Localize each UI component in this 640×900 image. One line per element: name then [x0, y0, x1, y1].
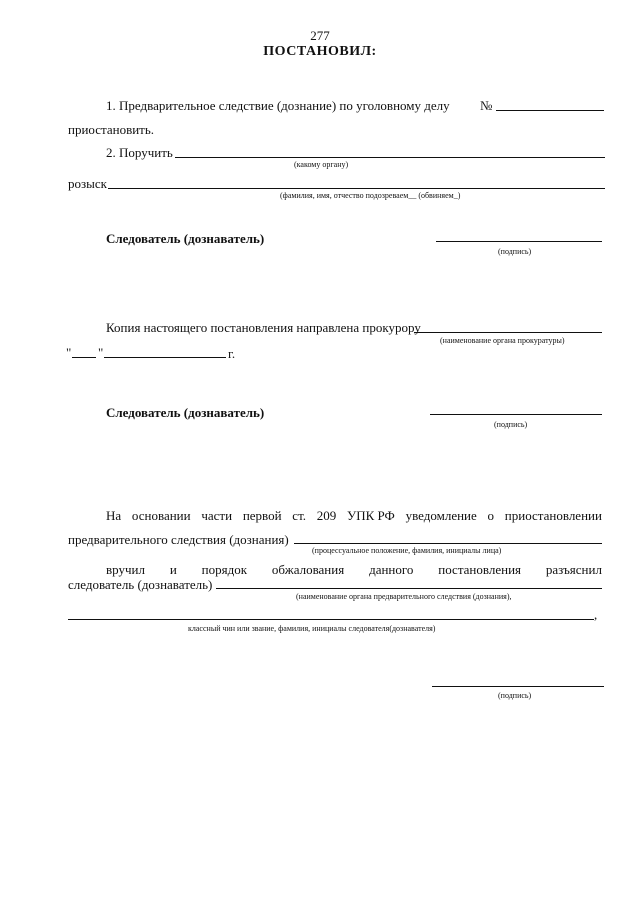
date-open-quote: "	[66, 345, 72, 360]
notice-word: обжалования	[271, 562, 345, 577]
person-hint: (процессуальное положение, фамилия, инициалы лица)	[312, 546, 502, 555]
notice-word: основании	[131, 508, 191, 523]
notice-word: первой	[242, 508, 282, 523]
item1-continuation: приостановить.	[68, 122, 155, 137]
year-suffix: г.	[228, 346, 236, 361]
investigator-label-1: Следователь (дознаватель)	[106, 231, 265, 246]
prosecutor-hint: (наименование органа прокуратуры)	[440, 336, 565, 345]
notice-word: УПК РФ	[347, 508, 395, 523]
date-day-field[interactable]	[72, 357, 96, 358]
notice-word: На	[106, 508, 122, 523]
notice-line-2: предварительного следствия (дознания)	[68, 532, 289, 547]
organ-field[interactable]	[175, 157, 605, 158]
notice-word: о	[487, 508, 495, 523]
notice-word: ст.	[292, 508, 307, 523]
trailing-comma: ,	[594, 607, 598, 622]
rank-name-field[interactable]	[68, 619, 594, 620]
date-close-quote: "	[98, 345, 104, 360]
organ-investigation-hint: (наименование органа предварительного следствия (дознания),	[296, 592, 512, 601]
investigator-label-2: Следователь (дознаватель)	[106, 405, 265, 420]
suspect-field[interactable]	[108, 188, 605, 189]
heading: ПОСТАНОВИЛ:	[263, 44, 377, 59]
search-label: розыск	[68, 176, 107, 191]
person-field[interactable]	[294, 543, 602, 544]
notice-word: и	[169, 562, 177, 577]
signature-hint-2: (подпись)	[494, 420, 528, 429]
signature-hint-3: (подпись)	[498, 691, 532, 700]
signature-field-3[interactable]	[432, 686, 604, 687]
date-month-year-field[interactable]	[104, 357, 226, 358]
notice-word: разъяснил	[545, 562, 602, 577]
signature-field-1[interactable]	[436, 241, 602, 242]
notice-line-4: следователь (дознаватель)	[68, 577, 213, 592]
suspect-hint: (фамилия, имя, отчество подозреваем__ (обвиняем_)	[280, 191, 461, 200]
organ-hint: (какому органу)	[294, 160, 349, 169]
notice-word: 209	[316, 508, 337, 523]
item2-text: 2. Поручить	[106, 145, 173, 160]
organ-investigation-field[interactable]	[216, 588, 602, 589]
signature-hint-1: (подпись)	[498, 247, 532, 256]
notice-line-3	[106, 562, 602, 578]
item1-text: 1. Предварительное следствие (дознание) по уголовному делу	[106, 98, 450, 113]
notice-word: части	[201, 508, 233, 523]
prosecutor-field[interactable]	[414, 332, 602, 333]
notice-word: приостановлении	[504, 508, 602, 523]
notice-word: уведомление	[405, 508, 477, 523]
signature-field-2[interactable]	[430, 414, 602, 415]
case-number-field[interactable]	[496, 110, 604, 111]
page-number: 277	[310, 28, 330, 43]
notice-word: вручил	[106, 562, 145, 577]
notice-word: порядок	[201, 562, 248, 577]
rank-hint: классный чин или звание, фамилия, инициалы следователя(дознавателя)	[188, 624, 436, 633]
copy-text: Копия настоящего постановления направлена прокурору	[106, 320, 421, 335]
notice-line-1	[106, 508, 602, 524]
item1-number-sign: №	[480, 98, 493, 113]
notice-word: данного	[369, 562, 414, 577]
notice-word: постановления	[438, 562, 522, 577]
